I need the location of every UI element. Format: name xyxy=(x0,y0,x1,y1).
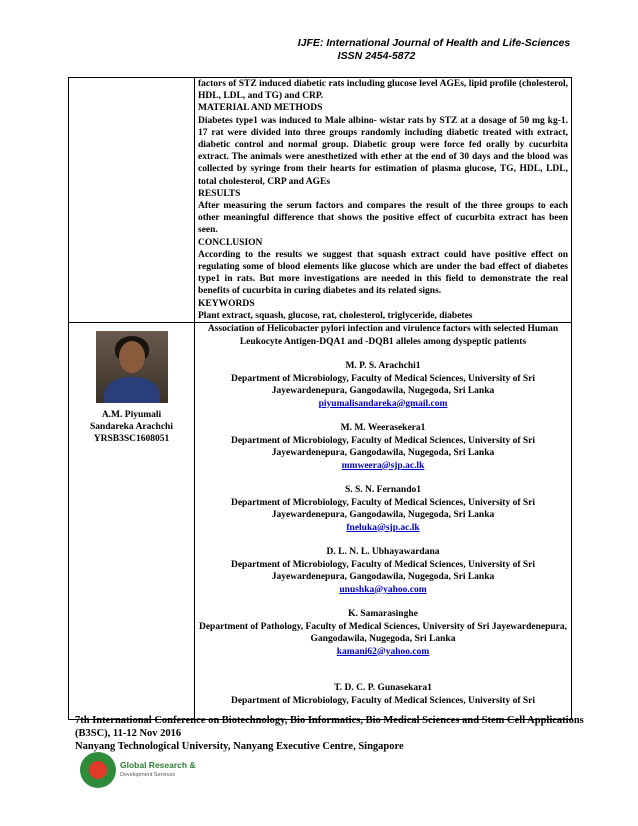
author-block xyxy=(198,484,568,534)
author-affiliation: Department of Pathology, Faculty of Medical Sciences, University of Sri Jayewardenepura, Gangodawila, Nugegoda, Sri Lanka xyxy=(198,621,568,645)
table-row xyxy=(69,323,572,720)
author-name: M. P. S. Arachchi1 xyxy=(345,361,421,372)
author-block xyxy=(198,422,568,472)
heading-conclusion: CONCLUSION xyxy=(198,237,263,248)
author-name: S. S. N. Fernando1 xyxy=(344,485,421,496)
author-email-link[interactable]: fneluka@sjp.ac.lk xyxy=(346,522,420,533)
author-name: K. Samarasinghe xyxy=(348,609,418,620)
heading-results: RESULTS xyxy=(198,188,241,199)
presenter-cell xyxy=(69,323,195,720)
page-footer xyxy=(75,714,595,753)
abstract-paragraph: factors of STZ induced diabetic rats including glucose level AGEs, lipid profile (cholesterol, HDL, LDL, and TG) and CRP. xyxy=(198,79,568,102)
heading-keywords: KEYWORDS xyxy=(198,298,255,309)
presenter-photo xyxy=(96,331,168,403)
abstract-paragraph: According to the results we suggest that squash extract could have positive effect on regulating some of blood elements like glucose which are under the bad effect of diabetes type1 in rats. But more investigations are needed in this field to demonstrate the real benefits of cucurbita in curing diabetes and its related signs. xyxy=(198,249,568,297)
venue-line: Nanyang Technological University, Nanyang Executive Centre, Singapore xyxy=(75,741,404,752)
author-affiliation: Department of Microbiology, Faculty of Medical Sciences, University of Sri Jayewardenepura, Gangodawila, Nugegoda, Sri Lanka xyxy=(230,559,536,583)
author-affiliation: Department of Microbiology, Faculty of Medical Sciences, University of Sri Jayewardenepura, Gangodawila, Nugegoda, Sri Lanka xyxy=(230,497,536,521)
author-affiliation: Department of Microbiology, Faculty of Medical Sciences, University of Sri Jayewardenepura, Gangodawila, Nugegoda, Sri Lanka xyxy=(230,435,536,459)
presenter-id: YRSB3SC1608051 xyxy=(93,434,170,445)
abstract-paragraph: Diabetes type1 was induced to Male albino- wistar rats by STZ at a dosage of 50 mg kg-1. 17 rat were divided into three groups randomly including diabetic treated with extract, diabetic control and normal group. Diabetic group were force fed orally by cucurbita extract. The animals were anesthetized with ether at the end of 30 days and the blood was collected by syringe from their hearts for estimation of plasma glucose, TG, HDL, LDL, total cholesterol, CRP and AGEs xyxy=(198,115,568,187)
journal-issn: ISSN 2454-5872 xyxy=(337,50,416,62)
logo-subtitle: Development Services xyxy=(120,772,176,778)
globe-logo-icon xyxy=(80,752,116,788)
presenter-name-line2: Sandareka Arachchi xyxy=(90,422,173,433)
abstract-table xyxy=(68,77,572,720)
presenter-name-line1: A.M. Piyumali xyxy=(101,410,162,421)
empty-presenter-cell xyxy=(69,78,195,323)
author-email-link[interactable]: kamani62@yahoo.com xyxy=(336,646,430,657)
grds-logo xyxy=(78,750,196,792)
keywords: Plant extract, squash, glucose, rat, cholesterol, triglyceride, diabetes xyxy=(198,310,473,321)
author-block xyxy=(198,682,568,707)
abstract-continuation xyxy=(195,78,572,323)
author-affiliation: Department of Microbiology, Faculty of Medical Sciences, University of Sri Jayewardenepura, Gangodawila, Nugegoda, Sri Lanka xyxy=(230,373,536,397)
author-block xyxy=(198,360,568,410)
abstract-paragraph: After measuring the serum factors and compares the result of the three groups to each other meaningful difference that shows the positive effect of cucurbita extract has been seen. xyxy=(198,201,568,236)
logo-name: Global Research & xyxy=(120,760,196,770)
author-block xyxy=(198,546,568,596)
author-affiliation: Department of Microbiology, Faculty of Medical Sciences, University of Sri xyxy=(230,695,536,706)
conference-line: 7th International Conference on Biotechnology, Bio Informatics, Bio Medical Sciences and Stem Cell Applications (B3SC), 11-12 Nov 2016 xyxy=(75,715,584,739)
author-block xyxy=(198,608,568,658)
author-name: T. D. C. P. Gunasekara1 xyxy=(334,683,432,694)
journal-title: IJFE: International Journal of Health and Life-Sciences xyxy=(297,37,571,49)
heading-methods: MATERIAL AND METHODS xyxy=(198,103,323,114)
author-email-link[interactable]: piyumalisandareka@gmail.com xyxy=(318,398,448,409)
page-header xyxy=(0,37,638,63)
author-email-link[interactable]: mmweera@sjp.ac.lk xyxy=(341,460,425,471)
author-email-link[interactable]: unushka@yahoo.com xyxy=(339,584,427,595)
author-name: D. L. N. L. Ubhayawardana xyxy=(326,547,440,558)
paper-title: Association of Helicobacter pylori infection and virulence factors with selected Human Leukocyte Antigen-DQA1 and -DQB1 alleles among dyspeptic patients xyxy=(207,324,559,347)
table-row xyxy=(69,78,572,323)
paper-cell xyxy=(195,323,572,720)
author-name: M. M. Weerasekera1 xyxy=(340,423,426,434)
